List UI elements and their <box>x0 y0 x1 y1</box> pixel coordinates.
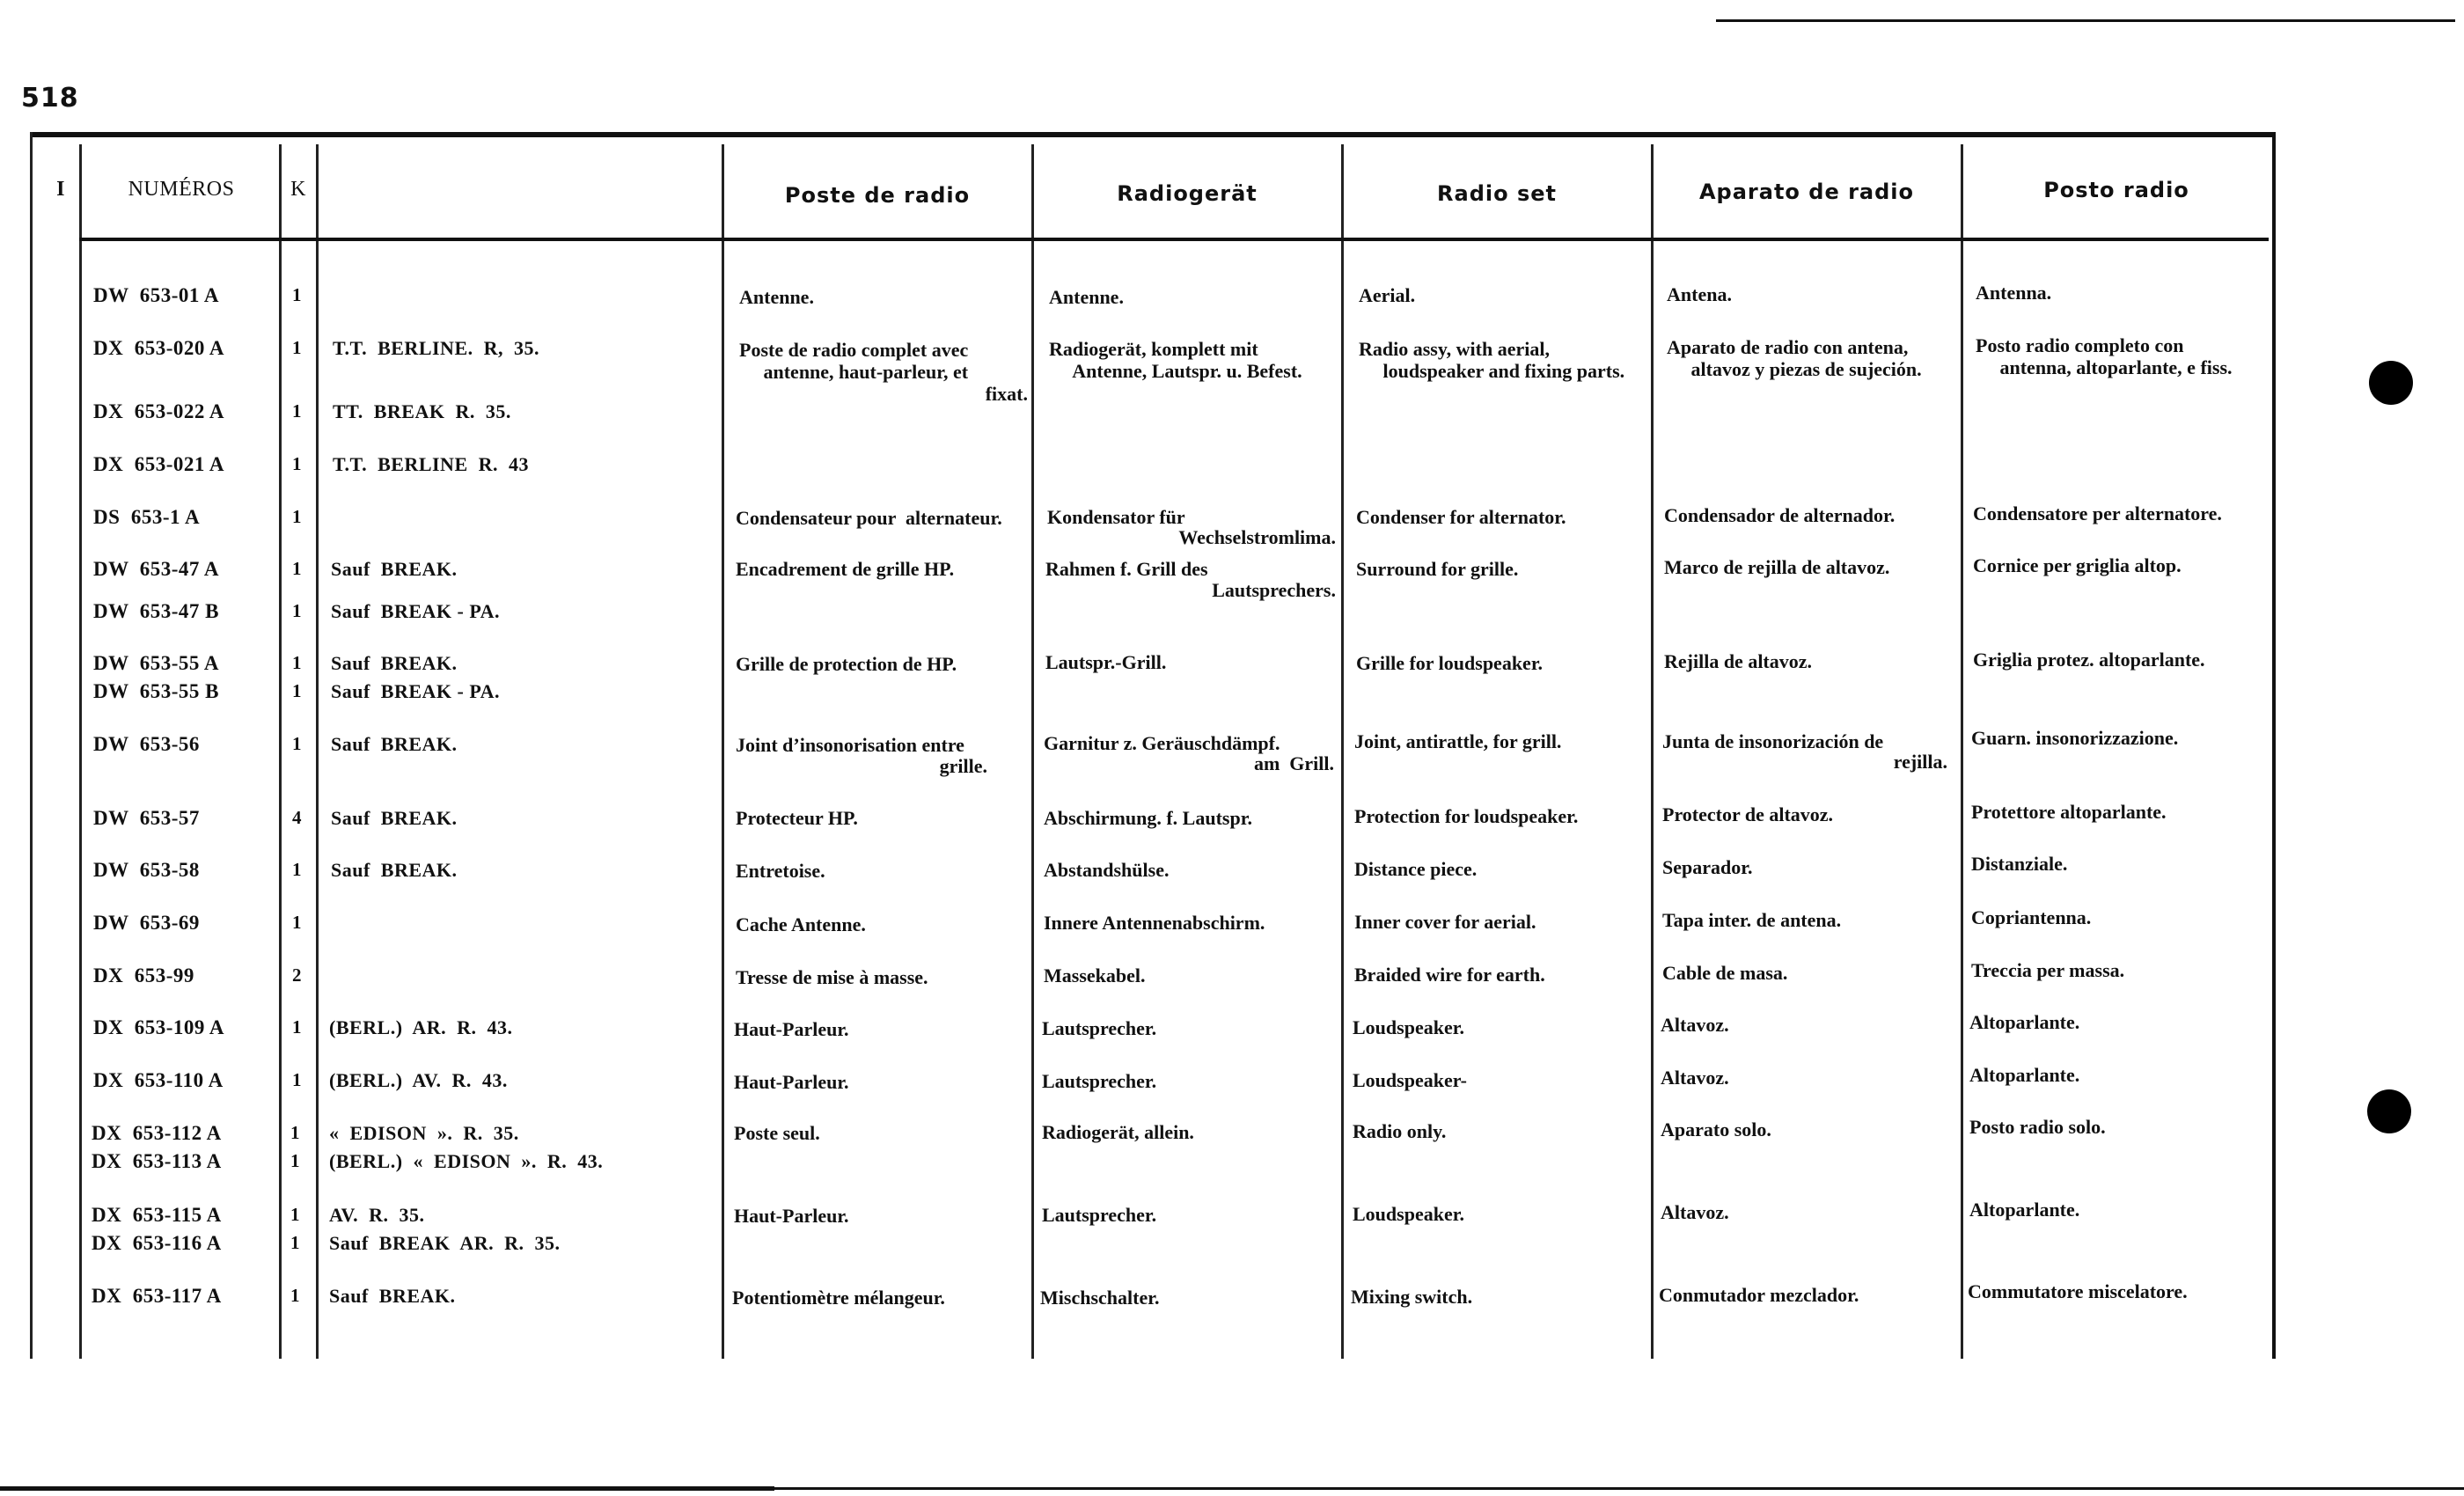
part-number: DX 653-113 A <box>92 1150 222 1172</box>
header-en: Radio set <box>1437 181 1557 206</box>
part-number: DX 653-116 A <box>92 1232 222 1254</box>
quantity: 4 <box>292 807 302 828</box>
part-number: DX 653-022 A <box>93 400 224 422</box>
column-divider <box>30 132 33 1359</box>
column-divider <box>722 144 724 1359</box>
desc-de: Radiogerät, komplett mit Antenne, Lautspr. u. Befest. <box>1049 338 1302 382</box>
desc-fr: Poste de radio complet avec antenne, haut-parleur, et <box>739 339 969 383</box>
part-number: DW 653-57 <box>93 807 200 829</box>
punch-hole <box>2367 1089 2411 1133</box>
quantity: 1 <box>292 600 302 621</box>
punch-hole <box>2369 361 2413 405</box>
desc-es: Protector de altavoz. <box>1662 803 1834 825</box>
application-note: (BERL.) « EDISON ». R. 43. <box>329 1150 604 1172</box>
desc-fr: Haut-Parleur. <box>734 1071 849 1093</box>
header-de: Radiogerät <box>1117 181 1258 206</box>
desc-fr: Haut-Parleur. <box>734 1018 849 1040</box>
application-note: Sauf BREAK. <box>331 859 458 881</box>
quantity: 1 <box>292 400 302 422</box>
application-note: T.T. BERLINE. R, 35. <box>333 337 540 359</box>
application-note: (BERL.) AR. R. 43. <box>329 1016 513 1038</box>
desc-it: Guarn. insonorizzazione. <box>1971 727 2179 749</box>
desc-de: Innere Antennenabschirm. <box>1044 912 1265 934</box>
part-number: DX 653-117 A <box>92 1285 222 1307</box>
desc-fr: Grille de protection de HP. <box>736 653 957 675</box>
desc-it: Commutatore miscelatore. <box>1968 1280 2188 1302</box>
application-note: « EDISON ». R. 35. <box>329 1122 519 1144</box>
application-note: Sauf BREAK. <box>331 652 458 674</box>
desc-de: Abstandshülse. <box>1044 859 1170 881</box>
quantity: 2 <box>292 964 302 986</box>
desc-it: Condensatore per alternatore. <box>1973 502 2222 524</box>
desc-es: Altavoz. <box>1661 1014 1729 1036</box>
part-number: DX 653-115 A <box>92 1204 222 1226</box>
desc-en: Loudspeaker- <box>1353 1069 1467 1091</box>
desc-de: Lautsprecher. <box>1042 1070 1157 1092</box>
desc-fr: Condensateur pour alternateur. <box>736 507 1002 529</box>
quantity: 1 <box>292 453 302 474</box>
header-k: K <box>290 178 306 201</box>
quantity: 1 <box>292 652 302 673</box>
desc-fr-cont: fixat. <box>985 383 1028 405</box>
desc-es: Rejilla de altavoz. <box>1664 650 1813 672</box>
quantity: 1 <box>292 733 302 754</box>
application-note: AV. R. 35. <box>329 1204 425 1226</box>
part-number: DW 653-56 <box>93 733 200 755</box>
desc-es: Altavoz. <box>1661 1067 1729 1089</box>
desc-de: Kondensator für <box>1047 506 1185 528</box>
application-note: Sauf BREAK. <box>331 558 458 580</box>
desc-es: Altavoz. <box>1661 1201 1729 1223</box>
desc-es: Tapa inter. de antena. <box>1662 909 1842 931</box>
desc-en: Braided wire for earth. <box>1354 964 1545 986</box>
part-number: DW 653-47 A <box>93 558 219 580</box>
desc-it: Antenna. <box>1976 282 2052 304</box>
desc-es: Condensador de alternador. <box>1664 504 1896 526</box>
column-divider <box>1961 144 1963 1359</box>
application-note: Sauf BREAK. <box>329 1285 456 1307</box>
desc-fr: Protecteur HP. <box>736 807 858 829</box>
desc-fr: Poste seul. <box>734 1122 820 1144</box>
quantity: 1 <box>292 912 302 933</box>
part-number: DX 653-021 A <box>93 453 224 475</box>
part-number: DX 653-020 A <box>93 337 224 359</box>
header-index: I <box>56 178 65 201</box>
quantity: 1 <box>292 284 302 305</box>
application-note: (BERL.) AV. R. 43. <box>329 1069 508 1091</box>
desc-it: Distanziale. <box>1971 853 2068 875</box>
quantity: 1 <box>290 1150 300 1171</box>
desc-es: Cable de masa. <box>1662 962 1788 984</box>
column-divider <box>1031 144 1034 1359</box>
desc-es: Junta de insonorización de <box>1662 730 1884 752</box>
desc-de: Rahmen f. Grill des <box>1045 558 1208 580</box>
part-number: DX 653-112 A <box>92 1122 222 1144</box>
desc-it: Protettore altoparlante. <box>1971 801 2167 823</box>
part-number: DW 653-58 <box>93 859 200 881</box>
desc-en: Aerial. <box>1359 284 1416 306</box>
desc-de-cont: Wechselstromlima. <box>1178 526 1336 548</box>
desc-de-cont: am Grill. <box>1253 752 1334 774</box>
desc-en: Radio assy, with aerial, loudspeaker and fixing parts. <box>1359 338 1625 382</box>
desc-it: Cornice per griglia altop. <box>1973 554 2182 576</box>
column-divider <box>316 144 319 1359</box>
desc-de: Massekabel. <box>1044 964 1146 986</box>
quantity: 1 <box>292 337 302 358</box>
header-fr: Poste de radio <box>784 183 971 208</box>
desc-de: Antenne. <box>1049 286 1124 308</box>
part-number: DW 653-47 B <box>93 600 219 622</box>
part-number: DX 653-99 <box>93 964 194 986</box>
desc-en: Loudspeaker. <box>1353 1203 1464 1225</box>
desc-de: Lautsprecher. <box>1042 1204 1157 1226</box>
desc-en: Mixing switch. <box>1351 1286 1473 1308</box>
desc-de-cont: Lautsprechers. <box>1212 579 1336 601</box>
column-divider <box>79 144 82 1359</box>
desc-es: Separador. <box>1662 856 1753 878</box>
application-note: Sauf BREAK. <box>331 733 458 755</box>
quantity: 1 <box>290 1285 300 1306</box>
desc-it: Altoparlante. <box>1969 1199 2080 1221</box>
quantity: 1 <box>292 680 302 701</box>
quantity: 1 <box>292 1069 302 1090</box>
application-note: TT. BREAK R. 35. <box>333 400 511 422</box>
application-note: Sauf BREAK - PA. <box>331 600 501 622</box>
desc-es-cont: rejilla. <box>1893 751 1947 773</box>
bottom-rule-thick <box>0 1486 774 1491</box>
desc-de: Radiogerät, allein. <box>1042 1121 1194 1143</box>
desc-fr: Tresse de mise à masse. <box>736 966 928 988</box>
top-right-rule <box>1716 19 2455 22</box>
desc-en: Inner cover for aerial. <box>1354 911 1536 933</box>
header-numeros: NUMÉROS <box>128 178 235 201</box>
desc-es: Aparato solo. <box>1661 1118 1771 1140</box>
desc-en: Condenser for alternator. <box>1356 506 1566 528</box>
application-note: T.T. BERLINE R. 43 <box>333 453 530 475</box>
page-number: 518 <box>21 83 79 114</box>
desc-es: Conmutador mezclador. <box>1659 1284 1859 1306</box>
quantity: 1 <box>290 1204 300 1225</box>
desc-en: Grille for loudspeaker. <box>1356 652 1544 674</box>
application-note: Sauf BREAK AR. R. 35. <box>329 1232 561 1254</box>
column-divider <box>279 144 282 1359</box>
column-divider <box>1651 144 1654 1359</box>
desc-fr-cont: grille. <box>939 755 987 777</box>
desc-it: Altoparlante. <box>1969 1011 2080 1033</box>
application-note: Sauf BREAK - PA. <box>331 680 501 702</box>
desc-en: Loudspeaker. <box>1353 1016 1464 1038</box>
part-number: DW 653-69 <box>93 912 200 934</box>
part-number: DX 653-110 A <box>93 1069 224 1091</box>
desc-es: Marco de rejilla de altavoz. <box>1664 556 1890 578</box>
quantity: 1 <box>290 1122 300 1143</box>
part-number: DS 653-1 A <box>93 506 201 528</box>
column-divider <box>1341 144 1344 1359</box>
desc-de: Lautsprecher. <box>1042 1017 1157 1039</box>
desc-fr: Antenne. <box>739 286 814 308</box>
quantity: 1 <box>292 859 302 880</box>
desc-en: Protection for loudspeaker. <box>1354 805 1579 827</box>
desc-de: Lautspr.-Grill. <box>1045 651 1167 673</box>
desc-es: Antena. <box>1667 283 1732 305</box>
desc-fr: Cache Antenne. <box>736 913 866 935</box>
desc-en: Surround for grille. <box>1356 558 1519 580</box>
desc-de: Garnitur z. Geräuschdämpf. <box>1044 732 1280 754</box>
desc-it: Griglia protez. altoparlante. <box>1973 649 2205 671</box>
desc-it: Treccia per massa. <box>1971 959 2125 981</box>
part-number: DW 653-55 B <box>93 680 219 702</box>
quantity: 1 <box>292 558 302 579</box>
desc-it: Copriantenna. <box>1971 906 2092 928</box>
header-es: Aparato de radio <box>1698 180 1915 204</box>
desc-es: Aparato de radio con antena, altavoz y piezas de sujeción. <box>1667 336 1922 380</box>
desc-de: Abschirmung. f. Lautspr. <box>1044 807 1252 829</box>
quantity: 1 <box>292 1016 302 1038</box>
quantity: 1 <box>292 506 302 527</box>
desc-de: Mischschalter. <box>1040 1287 1160 1309</box>
desc-en: Distance piece. <box>1354 858 1478 880</box>
quantity: 1 <box>290 1232 300 1253</box>
part-number: DW 653-01 A <box>93 284 219 306</box>
header-underline <box>79 238 2269 241</box>
part-number: DW 653-55 A <box>93 652 219 674</box>
part-number: DX 653-109 A <box>93 1016 224 1038</box>
desc-fr: Haut-Parleur. <box>734 1205 849 1227</box>
desc-en: Joint, antirattle, for grill. <box>1354 730 1562 752</box>
application-note: Sauf BREAK. <box>331 807 458 829</box>
desc-fr: Potentiomètre mélangeur. <box>732 1287 945 1309</box>
header-it: Posto radio <box>2043 178 2189 202</box>
desc-en: Radio only. <box>1353 1120 1447 1142</box>
desc-fr: Encadrement de grille HP. <box>736 558 955 580</box>
desc-it: Altoparlante. <box>1969 1064 2080 1086</box>
desc-fr: Joint d’insonorisation entre <box>736 734 964 756</box>
desc-fr: Entretoise. <box>736 860 825 882</box>
desc-it: Posto radio completo con antenna, altoparlante, e fiss. <box>1976 334 2233 378</box>
desc-it: Posto radio solo. <box>1969 1116 2106 1138</box>
